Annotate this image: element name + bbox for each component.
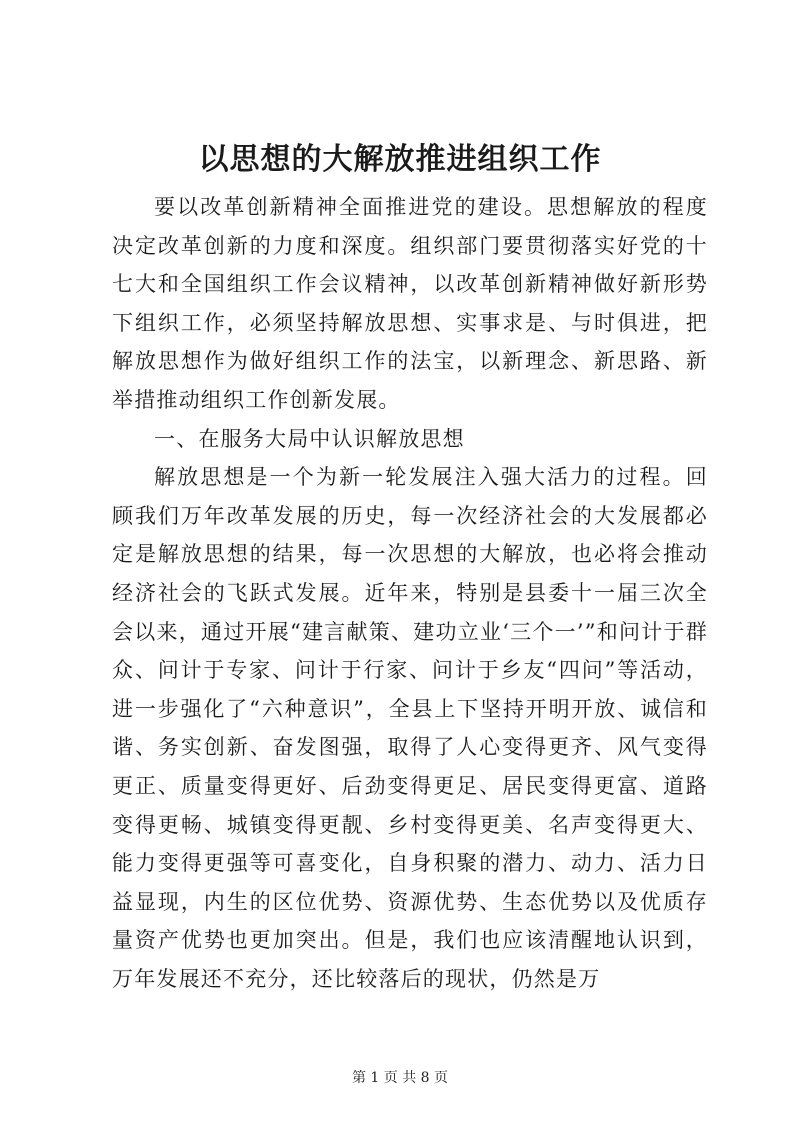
paragraph-body: 解放思想是一个为新一轮发展注入强大活力的过程。回顾我们万年改革发展的历史，每一次经济社会的大发展都必定是解放思想的结果，每一次思想的大解放，也必将会推动经济社会的飞跃式发展。近年来，特别是县委十一届三次全会以来，通过开展“建言献策、建功立业‘三个一’”和问计于群众、问计于专家、问计于行家、问计于乡友“四问”等活动，进一步强化了“六种意识”，全县上下坚持开明开放、诚信和谐、务实创新、奋发图强，取得了人心变得更齐、风气变得更正、质量变得更好、后劲变得更足、居民变得更富、道路变得更畅、城镇变得更靓、乡村变得更美、名声变得更大、能力变得更强等可喜变化，自身积聚的潜力、动力、活力日益显现，内生的区位优势、资源优势、生态优势以及优质存量资产优势也更加突出。但是，我们也应该清醒地认识到，万年发展还不充分，还比较落后的现状，仍然是万 <box>112 465 708 991</box>
document-body <box>112 188 708 998</box>
section-heading: 一、在服务大局中认识解放思想 <box>154 426 465 451</box>
page-footer: 第 1 页 共 8 页 <box>351 1070 449 1086</box>
paragraph-intro: 要以改革创新精神全面推进党的建设。思想解放的程度决定改革创新的力度和深度。组织部门要贯彻落实好党的十七大和全国组织工作会议精神，以改革创新精神做好新形势下组织工作，必须坚持解放思想、实事求是、与时俱进，把解放思想作为做好组织工作的法宝，以新理念、新思路、新举措推动组织工作创新发展。 <box>112 195 708 412</box>
document-title: 以思想的大解放推进组织工作 <box>198 142 602 177</box>
